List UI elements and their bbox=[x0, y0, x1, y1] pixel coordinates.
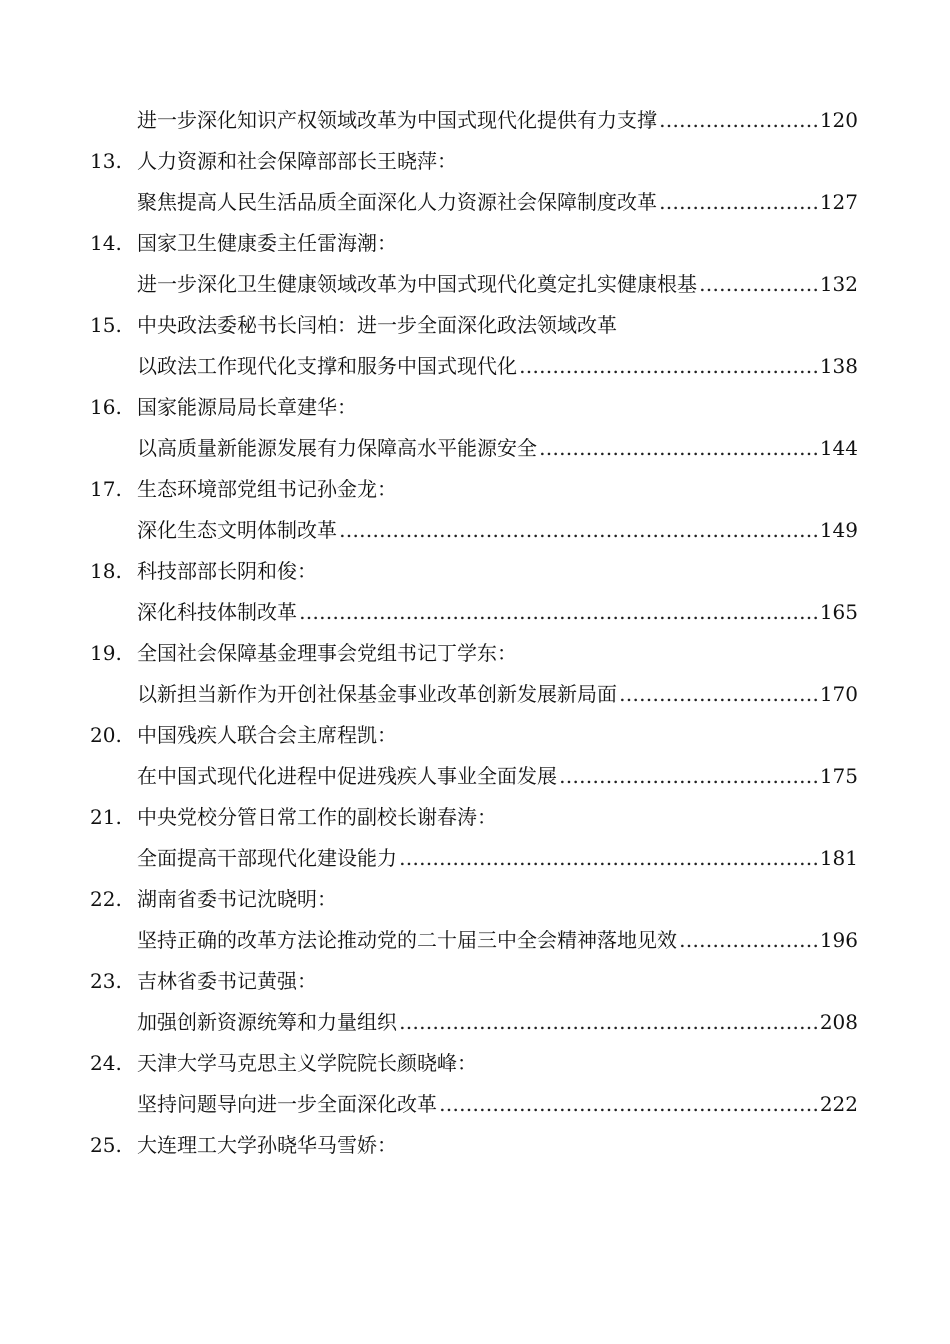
toc-entry-heading bbox=[0, 469, 950, 510]
toc-entry-number: 20. bbox=[90, 723, 122, 747]
toc-entry-author: 科技部部长阴和俊： bbox=[137, 559, 317, 583]
toc-title-text: 全面提高干部现代化建设能力 bbox=[137, 846, 397, 870]
toc-title-text: 深化科技体制改革 bbox=[137, 600, 297, 624]
toc-entry-author: 人力资源和社会保障部部长王晓萍： bbox=[137, 149, 457, 173]
toc-title-text: 以政法工作现代化支撑和服务中国式现代化 bbox=[137, 354, 517, 378]
toc-entry-number: 14. bbox=[90, 231, 122, 255]
toc-entry-number: 25. bbox=[90, 1133, 122, 1157]
toc-leader-dots bbox=[399, 1002, 818, 1043]
toc-entry-title bbox=[0, 838, 950, 879]
toc-entry-title bbox=[0, 428, 950, 469]
toc-entry-author: 生态环境部党组书记孙金龙： bbox=[137, 477, 397, 501]
toc-page-number: 149 bbox=[819, 518, 858, 542]
toc-entry-title bbox=[0, 100, 950, 141]
toc-entry-number: 17. bbox=[90, 477, 122, 501]
toc-page-number: 132 bbox=[819, 272, 858, 296]
toc-leader-dots bbox=[559, 756, 818, 797]
toc-entry-number: 23. bbox=[90, 969, 122, 993]
toc-leader-dots bbox=[539, 428, 818, 469]
toc-entry-heading bbox=[0, 387, 950, 428]
toc-entry-number: 19. bbox=[90, 641, 122, 665]
toc-entry-author: 国家能源局局长章建华： bbox=[137, 395, 357, 419]
toc-title-text: 以高质量新能源发展有力保障高水平能源安全 bbox=[137, 436, 537, 460]
toc-entry-heading bbox=[0, 633, 950, 674]
toc-entry-number: 21. bbox=[90, 805, 122, 829]
toc-title-text: 进一步深化知识产权领域改革为中国式现代化提供有力支撑 bbox=[137, 108, 657, 132]
toc-entry-title bbox=[0, 592, 950, 633]
toc-leader-dots bbox=[299, 592, 818, 633]
toc-entry-title bbox=[0, 346, 950, 387]
toc-title-text: 聚焦提高人民生活品质全面深化人力资源社会保障制度改革 bbox=[137, 190, 657, 214]
toc-entry-heading bbox=[0, 797, 950, 838]
toc-entry-author: 吉林省委书记黄强： bbox=[137, 969, 317, 993]
toc-entry-heading bbox=[0, 1043, 950, 1084]
toc-page-number: 120 bbox=[819, 108, 858, 132]
toc-page-number: 138 bbox=[819, 354, 858, 378]
toc-page-number: 181 bbox=[819, 846, 858, 870]
toc-entry-title bbox=[0, 264, 950, 305]
toc-title-text: 深化生态文明体制改革 bbox=[137, 518, 337, 542]
toc-entry-author: 中国残疾人联合会主席程凯： bbox=[137, 723, 397, 747]
toc-entry-title bbox=[0, 1002, 950, 1043]
toc-entry-author: 湖南省委书记沈晓明： bbox=[137, 887, 337, 911]
toc-entry-title bbox=[0, 920, 950, 961]
toc-entry-heading bbox=[0, 1125, 950, 1166]
toc-entry-number: 13. bbox=[90, 149, 122, 173]
toc-page-number: 170 bbox=[819, 682, 858, 706]
toc-entry-heading bbox=[0, 879, 950, 920]
toc-leader-dots bbox=[439, 1084, 818, 1125]
toc-title-text: 以新担当新作为开创社保基金事业改革创新发展新局面 bbox=[137, 682, 617, 706]
toc-entry-title bbox=[0, 182, 950, 223]
toc-leader-dots bbox=[679, 920, 818, 961]
toc-leader-dots bbox=[659, 100, 818, 141]
toc-page-number: 208 bbox=[819, 1010, 858, 1034]
toc-leader-dots bbox=[659, 182, 818, 223]
toc-entry-author: 中央政法委秘书长闫柏：进一步全面深化政法领域改革 bbox=[137, 313, 617, 337]
toc-entry-title bbox=[0, 1084, 950, 1125]
toc-leader-dots bbox=[339, 510, 818, 551]
toc-title-text: 进一步深化卫生健康领域改革为中国式现代化奠定扎实健康根基 bbox=[137, 272, 697, 296]
toc-entry-heading bbox=[0, 223, 950, 264]
toc-entry-author: 天津大学马克思主义学院院长颜晓峰： bbox=[137, 1051, 477, 1075]
toc-page-number: 144 bbox=[819, 436, 858, 460]
toc-entry-heading bbox=[0, 715, 950, 756]
toc-leader-dots bbox=[519, 346, 818, 387]
toc-entry-title bbox=[0, 756, 950, 797]
toc-entry-author: 大连理工大学孙晓华马雪娇： bbox=[137, 1133, 397, 1157]
toc-entry-author: 中央党校分管日常工作的副校长谢春涛： bbox=[137, 805, 497, 829]
toc-page-number: 127 bbox=[819, 190, 858, 214]
toc-entry-title bbox=[0, 510, 950, 551]
toc-page-number: 222 bbox=[819, 1092, 858, 1116]
toc-entry-number: 16. bbox=[90, 395, 122, 419]
toc-leader-dots bbox=[399, 838, 818, 879]
toc-leader-dots bbox=[699, 264, 818, 305]
toc-title-text: 加强创新资源统筹和力量组织 bbox=[137, 1010, 397, 1034]
toc-page-number: 175 bbox=[819, 764, 858, 788]
toc-entry-heading bbox=[0, 551, 950, 592]
toc-title-text: 坚持问题导向进一步全面深化改革 bbox=[137, 1092, 437, 1116]
toc-page-number: 165 bbox=[819, 600, 858, 624]
toc-entry-heading bbox=[0, 305, 950, 346]
toc-entry-number: 24. bbox=[90, 1051, 122, 1075]
toc-entry-author: 全国社会保障基金理事会党组书记丁学东： bbox=[137, 641, 517, 665]
toc-entry-heading bbox=[0, 961, 950, 1002]
toc-entry-heading bbox=[0, 141, 950, 182]
toc-page-number: 196 bbox=[819, 928, 858, 952]
toc-title-text: 坚持正确的改革方法论推动党的二十届三中全会精神落地见效 bbox=[137, 928, 677, 952]
toc-leader-dots bbox=[619, 674, 818, 715]
table-of-contents bbox=[0, 100, 950, 1166]
toc-entry-title bbox=[0, 674, 950, 715]
toc-entry-number: 22. bbox=[90, 887, 122, 911]
toc-entry-number: 15. bbox=[90, 313, 122, 337]
toc-title-text: 在中国式现代化进程中促进残疾人事业全面发展 bbox=[137, 764, 557, 788]
toc-entry-number: 18. bbox=[90, 559, 122, 583]
toc-entry-author: 国家卫生健康委主任雷海潮： bbox=[137, 231, 397, 255]
